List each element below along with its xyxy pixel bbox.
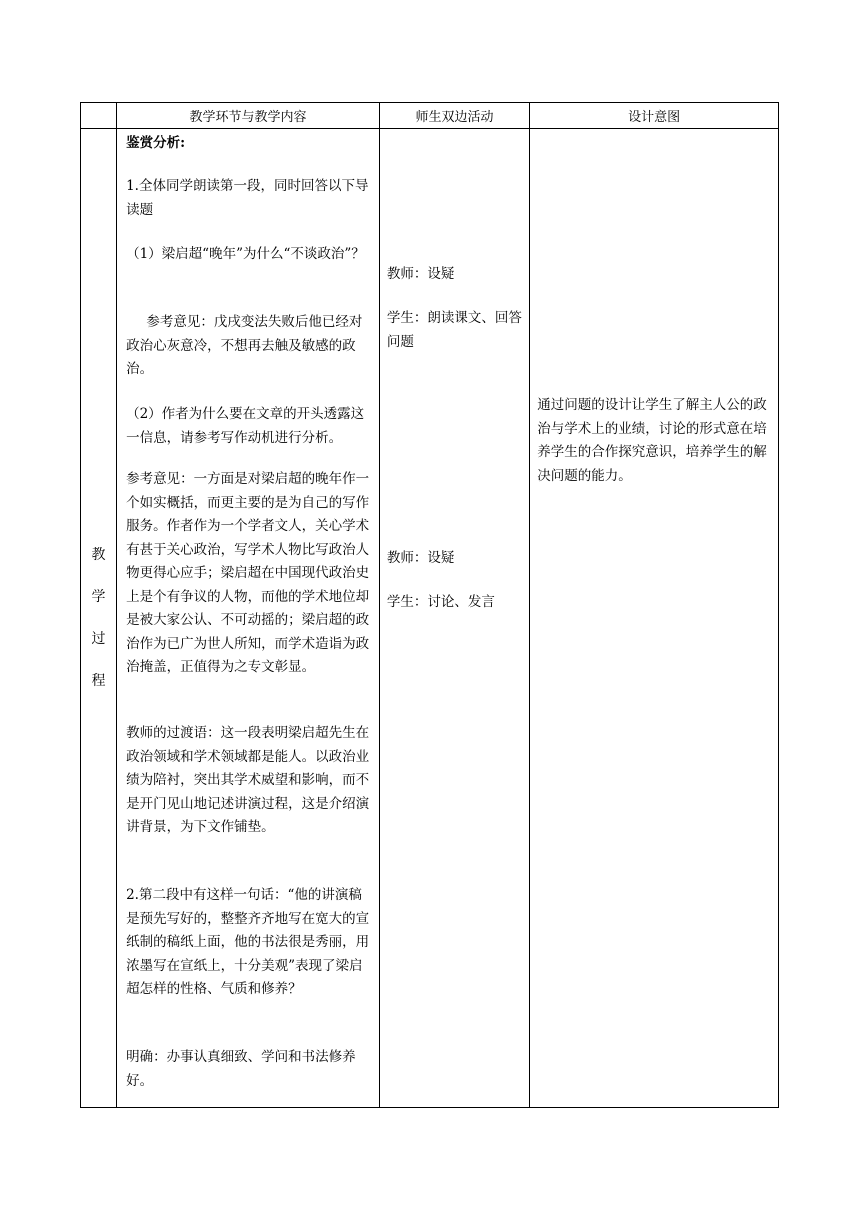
question-1-sub-1: （1）梁启超“晚年”为什么“不谈政治”？ (126, 246, 365, 262)
question-1-sub-2: （2）作者为什么要在文章的开头透露这一信息，请参考写作动机进行分析。 (126, 406, 365, 446)
question-1-sub-2-answer: 参考意见：一方面是对梁启超的晚年作一个如实概括，而更主要的是为自己的写作服务。作者作为一个学者文人，关心学术有甚于关心政治，写学术人物比写政治人物更得心应手；梁启超在中国现代政治史上是个有争议的人物，而他的学术地位却是被大家公认、不可动摇的；梁启超的政治作为已广为世人所知，而学术造诣为政治掩盖，正值得为之专文彰显。 (126, 471, 370, 675)
header-activities: 师生双边活动 (379, 103, 529, 129)
stage-char: 程 (91, 673, 106, 689)
header-stage (81, 103, 117, 129)
header-row (81, 103, 779, 129)
lesson-plan-table (80, 102, 779, 1108)
activity-student-1: 学生：朗读课文、回答问题 (386, 310, 522, 350)
stage-char: 学 (91, 589, 106, 605)
design-intent-text: 通过问题的设计让学生了解主人公的政治与学术上的业绩，讨论的形式意在培养学生的合作探究意识，培养学生的解决问题的能力。 (537, 397, 767, 484)
content-heading: 鉴赏分析: (126, 135, 186, 151)
question-2: 2.第二段中有这样一句话：“他的讲演稿是预先写好的，整整齐齐地写在宽大的宣纸制的稿纸上面，他的书法很是秀丽，用浓墨写在宣纸上，十分美观”表现了梁启超怎样的性格、气质和修养？ (126, 887, 370, 997)
header-intent: 设计意图 (530, 103, 779, 129)
body-row (81, 129, 779, 1108)
header-content: 教学环节与教学内容 (117, 103, 380, 129)
teacher-transition: 教师的过渡语：这一段表明梁启超先生在政治领域和学术领域都是能人。以政治业绩为陪衬，突出其学术威望和影响，而不是开门见山地记述讲演过程，这是介绍演讲背景，为下文作铺垫。 (126, 725, 370, 835)
stage-label (81, 129, 117, 1108)
content-cell (117, 129, 380, 1108)
question-2-answer: 明确：办事认真细致、学问和书法修养好。 (126, 1049, 356, 1089)
activity-teacher-2: 教师：设疑 (386, 550, 455, 566)
activity-teacher-1: 教师：设疑 (386, 266, 455, 282)
activities-cell (379, 129, 529, 1108)
question-1: 1.全体同学朗读第一段，同时回答以下导读题 (126, 178, 369, 218)
intent-cell (530, 129, 779, 1108)
question-1-sub-1-answer: 参考意见：戊戌变法失败后他已经对政治心灰意冷，不想再去触及敏感的政治。 (126, 314, 363, 377)
activity-student-2: 学生：讨论、发言 (386, 594, 495, 610)
stage-char: 教 (91, 547, 106, 563)
stage-char: 过 (91, 631, 106, 647)
